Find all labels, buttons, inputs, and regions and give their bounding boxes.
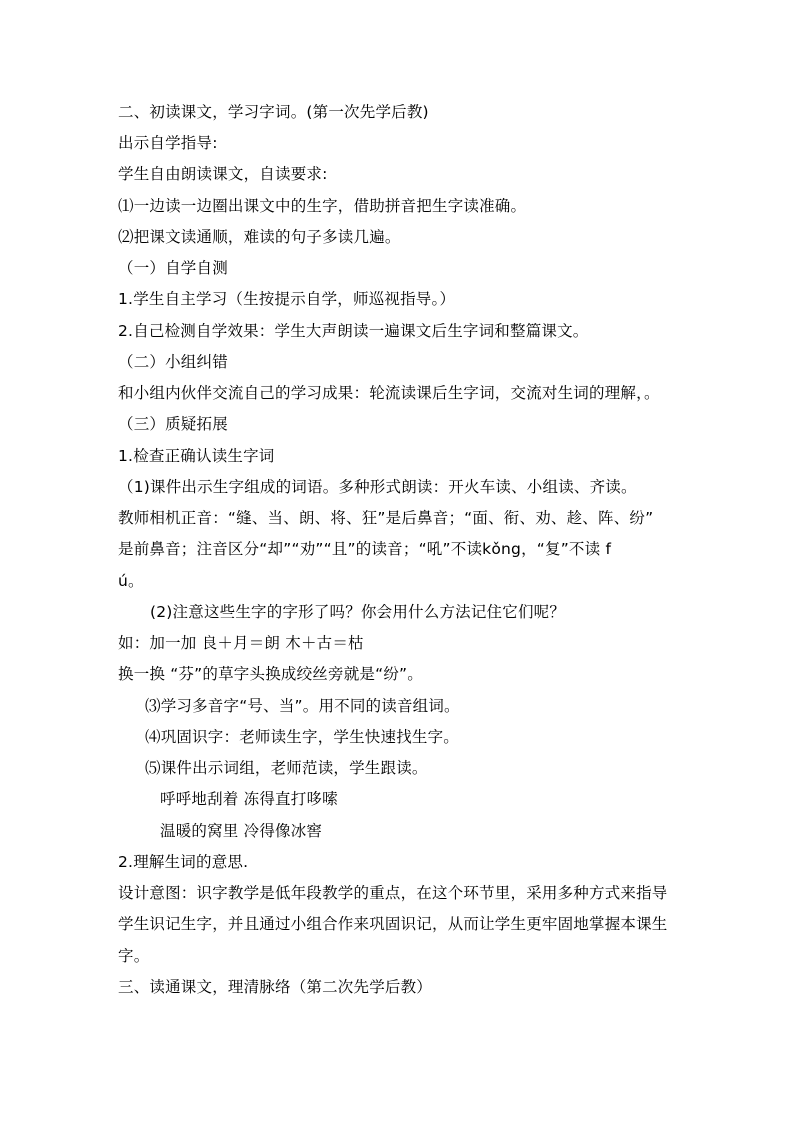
text-line: 如：加一加 良＋月＝朗 木＋古＝枯 (118, 634, 364, 652)
word-group-line: 温暖的窝里 冷得像冰窖 (160, 822, 323, 840)
subsection-heading: （二）小组纠错 (118, 353, 228, 371)
text-line: （1)课件出示生字组成的词语。多种形式朗读：开火车读、小组读、齐读。 (118, 478, 637, 496)
text-line: 1.学生自主学习（生按提示自学，师巡视指导。） (118, 290, 456, 308)
text-line: 设计意图：识字教学是低年段教学的重点，在这个环节里，采用多种方式来指导 (118, 884, 668, 902)
text-line: 出示自学指导: (118, 134, 218, 152)
text-line: 字。 (118, 947, 150, 965)
text-line: ⑷巩固识字：老师读生字，学生快速找生字。 (145, 728, 460, 746)
text-line: ⑸课件出示词组，老师范读，学生跟读。 (145, 759, 428, 777)
text-line: 学生自由朗读课文，自读要求: (118, 165, 328, 183)
text-line: ⑵把课文读通顺，难读的句子多读几遍。 (118, 228, 401, 246)
text-line: 学生识记生字，并且通过小组合作来巩固识记，从而让学生更牢固地掌握本课生 (118, 915, 668, 933)
text-line: 换一换 “芬”的草字头换成绞丝旁就是“纷”。 (118, 665, 423, 683)
text-line: ú。 (118, 572, 144, 590)
text-line: 和小组内伙伴交流自己的学习成果：轮流读课后生字词，交流对生词的理解，。 (118, 384, 660, 402)
text-line: 教师相机正音：“缝、当、朗、将、狂”是后鼻音；“面、衔、劝、趁、阵、纷” (118, 509, 654, 527)
text-line: ⑴一边读一边圈出课文中的生字，借助拼音把生字读准确。 (118, 197, 527, 215)
text-line: 2.理解生词的意思. (118, 853, 249, 871)
text-line: 2.自己检测自学效果：学生大声朗读一遍课文后生字词和整篇课文。 (118, 322, 589, 340)
text-line: ⑶学习多音字“号、当”。用不同的读音组词。 (145, 697, 460, 715)
section-heading: 二、初读课文，学习字词。(第一次先学后教) (118, 103, 429, 121)
section-heading: 三、读通课文，理清脉络（第二次先学后教） (118, 978, 433, 996)
text-line: 1.检查正确认读生字词 (118, 447, 275, 465)
text-line: (2)注意这些生字的字形了吗？你会用什么方法记住它们呢？ (150, 603, 566, 621)
subsection-heading: （三）质疑拓展 (118, 415, 228, 433)
text-line: 是前鼻音；注音区分“却”“劝”“且”的读音；“吼”不读kǒng，“复”不读 f (118, 540, 612, 558)
word-group-line: 呼呼地刮着 冻得直打哆嗦 (160, 790, 338, 808)
subsection-heading: （一）自学自测 (118, 259, 228, 277)
